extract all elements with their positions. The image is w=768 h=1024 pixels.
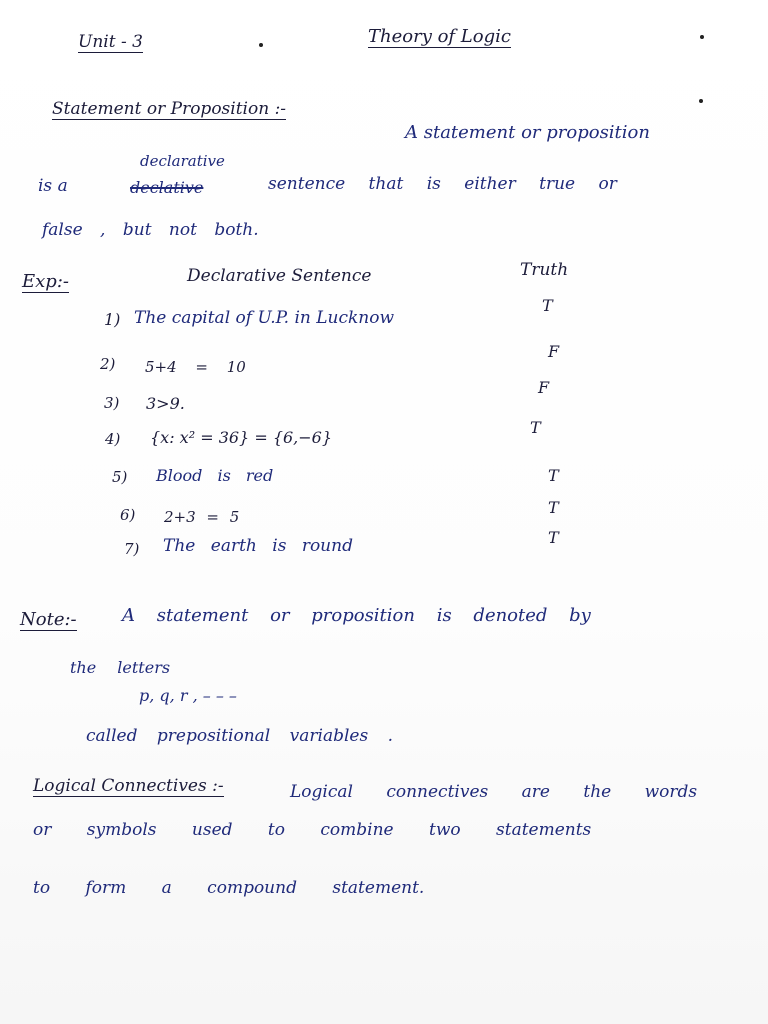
definition-line-2-start: is a — [38, 176, 68, 196]
example-label: Exp:- — [22, 271, 69, 292]
row-number: 5) — [112, 468, 128, 486]
row-sentence: The capital of U.P. in Lucknow — [134, 308, 395, 328]
connectives-line-2: or symbols used to combine two statements — [33, 820, 592, 840]
page-title: Theory of Logic — [368, 26, 511, 47]
variable-letters: p, q, r , – – – — [139, 686, 237, 705]
row-truth: F — [538, 378, 550, 397]
definition-line-1: A statement or proposition — [405, 122, 650, 143]
row-sentence: 2+3 = 5 — [164, 508, 240, 526]
row-truth: T — [548, 528, 559, 547]
statement-heading: Statement or Proposition :- — [52, 99, 287, 119]
note-label: Note:- — [20, 609, 77, 630]
row-number: 1) — [104, 310, 121, 329]
row-number: 6) — [120, 506, 136, 524]
row-sentence: 5+4 = 10 — [145, 358, 246, 376]
row-truth: T — [548, 498, 559, 517]
row-sentence: Blood is red — [156, 466, 274, 485]
dot-mark — [699, 99, 703, 103]
sentence-column-header: Declarative Sentence — [187, 266, 372, 286]
row-truth: F — [548, 342, 560, 361]
truth-column-header: Truth — [520, 260, 569, 280]
row-sentence: The earth is round — [163, 536, 353, 556]
struck-word: declative — [130, 178, 204, 197]
connectives-line-1: Logical connectives are the words — [290, 782, 698, 802]
note-line-2: the letters — [70, 658, 171, 677]
inserted-word: declarative — [140, 152, 225, 170]
row-number: 7) — [124, 540, 140, 558]
row-truth: T — [542, 296, 553, 315]
connectives-line-3: to form a compound statement. — [33, 878, 425, 898]
row-sentence: 3>9. — [146, 394, 185, 413]
dot-mark — [700, 35, 704, 39]
row-number: 4) — [105, 430, 121, 448]
note-line-4: called prepositional variables . — [86, 726, 394, 746]
definition-line-2-rest: sentence that is either true or — [268, 174, 617, 194]
row-number: 2) — [100, 355, 116, 373]
unit-label: Unit - 3 — [78, 32, 143, 52]
row-truth: T — [530, 418, 541, 437]
row-sentence: {x: x² = 36} = {6,−6} — [150, 428, 333, 447]
dot-mark — [259, 43, 263, 47]
connectives-heading: Logical Connectives :- — [33, 776, 224, 796]
definition-line-3: false , but not both. — [42, 220, 259, 240]
row-truth: T — [548, 466, 559, 485]
row-number: 3) — [104, 394, 120, 412]
note-line-1: A statement or proposition is denoted by — [122, 605, 591, 626]
